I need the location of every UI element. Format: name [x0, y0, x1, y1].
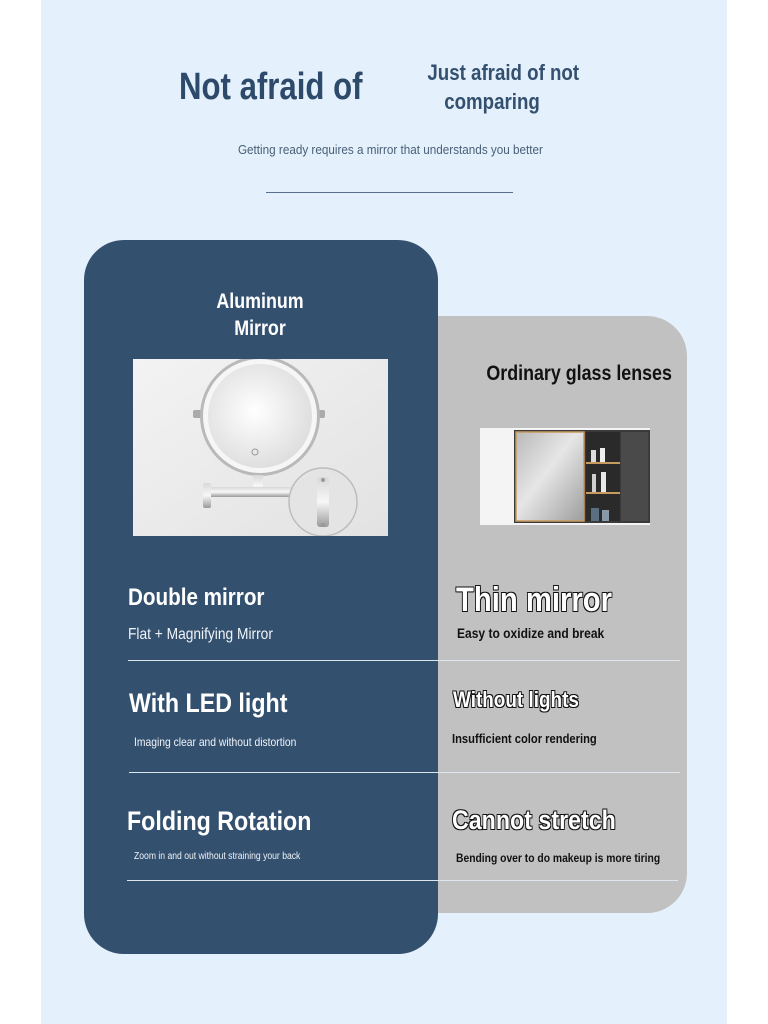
row-divider	[127, 880, 678, 881]
row-divider	[129, 772, 680, 773]
mirror-cabinet-illustration	[480, 428, 650, 525]
aluminum-title-line1: Aluminum	[216, 290, 304, 313]
headline-right-line1: Just afraid of not	[427, 60, 580, 85]
led-mirror-illustration	[133, 359, 388, 536]
headline-left: Not afraid of	[179, 66, 363, 108]
row-divider	[128, 660, 680, 661]
feature-thin-mirror-desc: Easy to oxidize and break	[457, 625, 605, 641]
headline-right	[416, 58, 580, 116]
subtitle-text: Getting ready requires a mirror that understands you better	[237, 142, 543, 157]
ordinary-glass-title	[470, 362, 675, 386]
feature-double-mirror-desc: Flat + Magnifying Mirror	[128, 626, 273, 643]
feature-folding-rotation: Folding Rotation	[127, 806, 312, 836]
aluminum-mirror-title	[160, 288, 360, 342]
headline-right-line2: comparing	[444, 89, 540, 114]
feature-cannot-stretch: Cannot stretch	[452, 805, 616, 835]
feature-led-light-desc: Imaging clear and without distortion	[134, 735, 297, 749]
header-divider	[266, 192, 513, 193]
subtitle	[190, 142, 590, 157]
mirror-cabinet-image	[480, 428, 650, 525]
feature-without-lights-desc: Insufficient color rendering	[452, 731, 597, 746]
feature-led-light: With LED light	[129, 688, 288, 718]
feature-double-mirror: Double mirror	[128, 584, 265, 611]
aluminum-mirror-image	[133, 359, 388, 536]
feature-thin-mirror: Thin mirror	[456, 581, 612, 619]
feature-without-lights: Without lights	[453, 687, 579, 712]
feature-cannot-stretch-desc: Bending over to do makeup is more tiring	[456, 851, 661, 865]
ordinary-title-text: Ordinary glass lenses	[486, 362, 672, 385]
aluminum-title-line2: Mirror	[234, 317, 286, 340]
feature-folding-rotation-desc: Zoom in and out without straining your back	[134, 851, 301, 862]
